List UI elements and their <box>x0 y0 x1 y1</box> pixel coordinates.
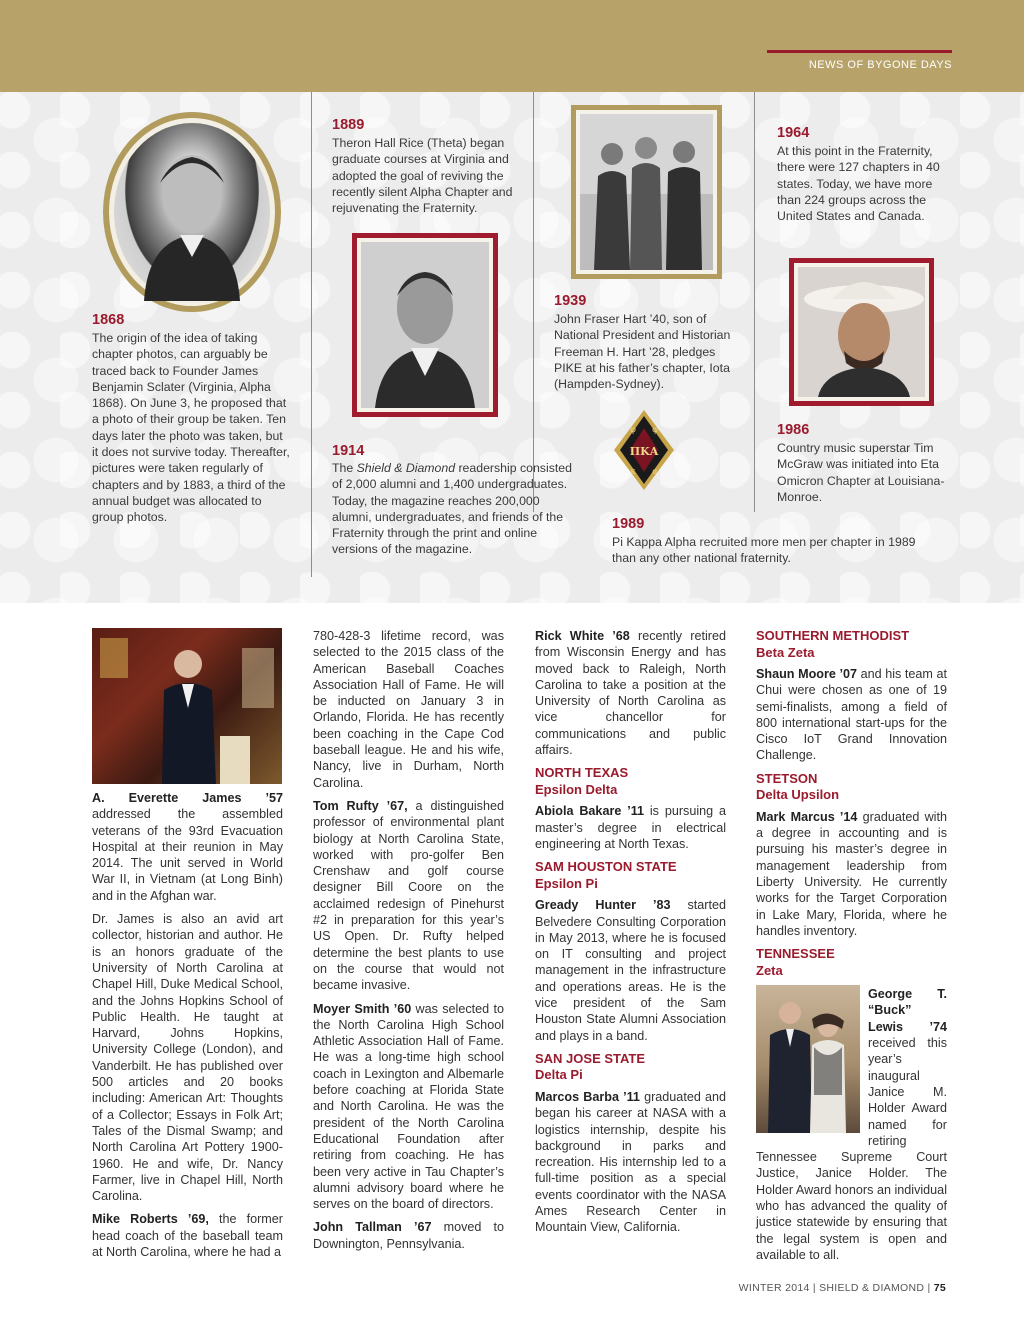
year-1889: 1889 <box>332 117 365 133</box>
chapter-subheading: Zeta <box>756 962 783 978</box>
text-1939: John Fraser Hart ’40, son of National President and Historian Freeman H. Hart ’28, pledges PIKE at his father’s chapter, Iota (Hampden-Sydney). <box>554 312 731 392</box>
pi-kappa-alpha-badge-icon <box>612 408 676 492</box>
text-1986: Country music superstar Tim McGraw was initiated into Eta Omicron Chapter at Louisiana-Monroe. <box>777 441 945 504</box>
hunter-item: Gready Hunter ’83 started Belvedere Consulting Corporation in May 2013, where he is focused on IT consulting and project management in the infrastructure and operations areas. He is the vice president of the Sam Houston State Alumni Association and plays in a band. <box>535 898 726 1043</box>
chapter-subheading: Delta Pi <box>535 1067 583 1083</box>
lewis-holder-photo <box>756 985 860 1133</box>
rice-portrait-frame <box>352 233 498 417</box>
page-number: 75 <box>933 1282 946 1294</box>
mcgraw-photo <box>798 267 925 397</box>
chapter-heading-tennessee: TENNESSEE <box>756 946 835 962</box>
bakare-item: Abiola Bakare ’11 is pursuing a master’s degree in electrical engineering at North Texas. <box>535 804 727 851</box>
year-1868: 1868 <box>92 312 125 328</box>
year-1986: 1986 <box>777 422 810 438</box>
column-1 <box>92 790 283 1267</box>
james-speaking-figure <box>92 628 282 784</box>
rice-portrait-photo <box>361 242 489 408</box>
column-4 <box>756 628 947 1270</box>
timeline-divider <box>311 92 312 577</box>
james-speaking-photo <box>92 628 282 784</box>
footer-issue: WINTER 2014 | SHIELD & DIAMOND <box>738 1282 925 1294</box>
founder-portrait-photo <box>103 112 281 312</box>
moore-item: Shaun Moore ’07 and his team at Chui were chosen as one of 19 semi-finalists, among a field of 800 international start-ups for the Cisco IoT Grand Innovation Challenge. <box>756 667 947 763</box>
badge-letter: α <box>652 467 658 476</box>
chapter-heading-san-jose: SAN JOSE STATE <box>535 1050 646 1066</box>
header-band <box>0 0 1024 92</box>
chapter-subheading: Beta Zeta <box>756 644 815 660</box>
badge-center-letters: ΠΚΑ <box>629 445 659 458</box>
text-1914: The Shield & Diamond readership consisted of 2,000 alumni and 1,400 undergraduates. Today, the magazine reaches 200,000 alumni, undergraduates, and friends of the Fraternity through the print and online versions of the magazine. <box>332 461 572 557</box>
james-bio: Dr. James is also an avid art collector, historian and author. He is an honors graduate of the University of North Carolina at Chapel Hill, Duke Medical School, and the Johns Hopkins School of Public Health. He taught at Harvard, Johns Hopkins, University College (London), and Vanderbilt. He has published over 500 articles and 20 books including: American Art: Thoughts of a Collector; Essays in Folk Art; Tales of the Dismal Swamp; and North Carolina Art Pottery 1900-1960. He and wife, Dr. Nancy Farmer, live in Chapel Hill, North Carolina. <box>92 912 283 1204</box>
text-1964: At this point in the Fraternity, there were 127 chapters in 40 states. Today, we have more than 224 groups across the United States and Canada. <box>777 144 940 224</box>
timeline-divider <box>754 92 755 512</box>
column-2 <box>313 628 504 1259</box>
text-1889: Theron Hall Rice (Theta) began graduate courses at Virginia and adopted the goal of reviving the recently silent Alpha Chapter and rejuvenating the Fraternity. <box>332 136 513 216</box>
chapter-heading-sam-houston: SAM HOUSTON STATE <box>535 859 677 875</box>
page-footer: WINTER 2014 | SHIELD & DIAMOND | 75 <box>738 1282 946 1294</box>
timeline-divider <box>533 92 534 512</box>
column-3 <box>535 628 726 1243</box>
roberts-item: Mike Roberts ’69, the former head coach of the baseball team at North Carolina, where he had a <box>92 1212 283 1260</box>
chapter-heading-north-texas: NORTH TEXAS <box>535 765 629 781</box>
white-item: Rick White ’68 recently retired from Wisconsin Energy and has moved back to Raleigh, North Carolina to take a position at the University of North Carolina as vice chancellor for communications and public affairs. <box>535 629 726 758</box>
chapter-subheading: Epsilon Pi <box>535 875 598 891</box>
smith-item: Moyer Smith ’60 was selected to the North Carolina High School Athletic Association Hall of Fame. He was a long-time high school coach in Lexington and Albemarle before coaching at Florida State and North Carolina. He was the president of the North Carolina Educational Foundation after retiring from coaching. He has been very active in Tau Chapter’s alumni advisory board where he serves on the board of directors. <box>313 1001 504 1212</box>
rufty-item: Tom Rufty ’67, a distinguished professor of environmental plant biology at North Carolina State, worked with pro-golfer Ben Crenshaw and golf course designer Bill Coore on the acclaimed redesign of Pinehurst #2 in preparation for this year’s US Open. Dr. Rufty helped determine the best plants to use on the course that would not became invasive. <box>313 798 504 993</box>
portrait-figure <box>114 123 270 301</box>
roberts-item-cont: 780-428-3 lifetime record, was selected to the 2015 class of the American Baseball Coaches Association Hall of Fame. He will be inducted on January 3 in Orlando, Florida. He has recently been coaching in the Cape Cod baseball league. He and his wife, Nancy, live in Durham, North Carolina. <box>313 629 504 790</box>
chapter-heading-southern-methodist: SOUTHERN METHODIST <box>756 628 910 643</box>
year-1989: 1989 <box>612 516 645 532</box>
mcgraw-photo-frame <box>789 258 934 406</box>
lewis-item: George T. “Buck” Lewis ’74 received this year’s inaugural Janice M. Holder Award named for retiring Tennessee Supreme Court Justice, Janice Holder. The Holder Award honors an individual who has advanced the quality of justice statewide by ensuring that the legal system is open and available to all. <box>756 987 947 1262</box>
year-1964: 1964 <box>777 125 810 141</box>
chapter-heading-stetson: STETSON <box>756 770 818 786</box>
barba-item: Marcos Barba ’11 graduated and began his career at NASA with a logistics internship, despite his background in parks and recreation. His internship led to a full-time position as a special events coordinator with the NASA Ames Research Center in Mountain View, California. <box>535 1089 726 1235</box>
year-1914: 1914 <box>332 443 365 459</box>
text-1989: Pi Kappa Alpha recruited more men per chapter in 1989 than any other national fraternity. <box>612 535 916 566</box>
section-label: NEWS OF BYGONE DAYS <box>808 59 952 71</box>
tallman-item: John Tallman ’67 moved to Downington, Pennsylvania. <box>313 1220 504 1251</box>
hart-pledging-photo-frame <box>571 105 722 279</box>
header-accent-line <box>767 50 952 53</box>
year-1939: 1939 <box>554 293 587 309</box>
lewis-holder-figures <box>756 985 860 1133</box>
james-item: A. Everette James ’57 addressed the assembled veterans of the 93rd Evacuation Hospital at their reunion in May 2014. The unit served in World War II, in Vietnam (at Long Binh) and in the Afghan war. <box>92 791 283 903</box>
marcus-item: Mark Marcus ’14 graduated with a degree in accounting and is pursuing his master’s degree in management leadership from Liberty University. He currently works for the Target Corporation in Lake Mary, Florida, where he handles inventory. <box>756 809 947 938</box>
chapter-subheading: Epsilon Delta <box>535 781 618 797</box>
badge-letter: κ <box>630 467 636 476</box>
hart-pledging-photo <box>580 114 713 270</box>
badge-letter: φ <box>630 425 636 434</box>
chapter-subheading: Delta Upsilon <box>756 787 840 803</box>
badge-letter: φ <box>652 425 658 434</box>
text-1868: The origin of the idea of taking chapter photos, can arguably be traced back to Founder James Benjamin Sclater (Virginia, Alpha 1868). On June 3, he proposed that a photo of their group be taken. Ten days later the photo was taken, but it does not survive today. Thereafter, pictures were taken regularly of chapters and by 1883, a third of the annual budget was allocated to group photos. <box>92 331 290 525</box>
